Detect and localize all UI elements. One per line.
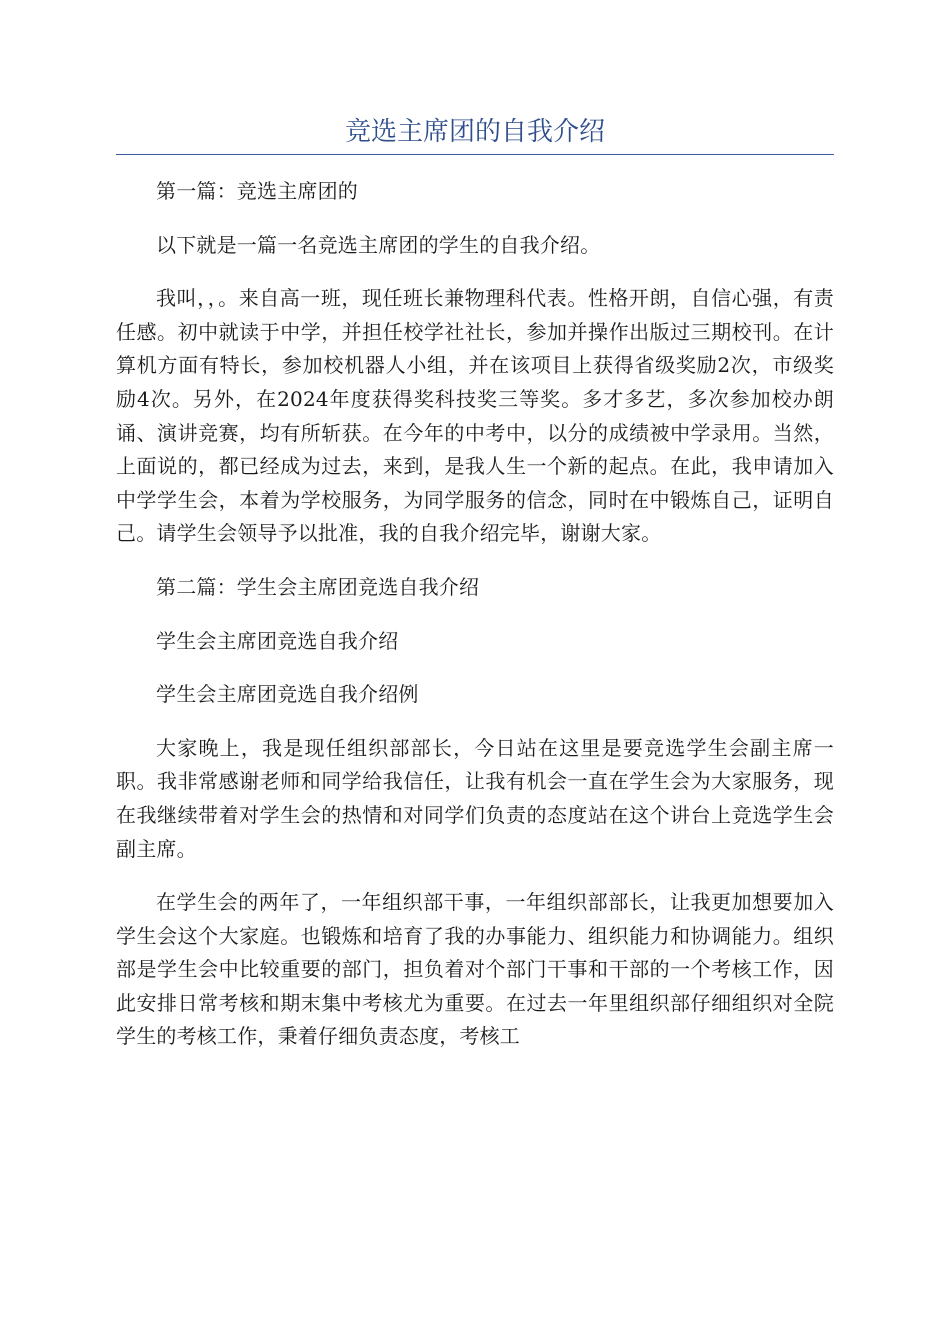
document-page	[116, 110, 834, 1074]
body-paragraph-2: 大家晚上，我是现任组织部部长，今日站在这里是要竞选学生会副主席一职。我非常感谢老师和同学给我信任，让我有机会一直在学生会为大家服务，现在我继续带着对学生会的热情和对同学们负责的态度站在这个讲台上竞选学生会副主席。	[116, 735, 834, 861]
subheading-2: 学生会主席团竞选自我介绍例	[156, 682, 419, 707]
section-heading-2: 第二篇：学生会主席团竞选自我介绍	[156, 574, 480, 599]
intro-line: 以下就是一篇一名竞选主席团的学生的自我介绍。	[156, 232, 601, 257]
body-paragraph-1: 我叫，，。来自高一班，现任班长兼物理科代表。性格开朗，自信心强，有责任感。初中就读于中学，并担任校学社社长，参加并操作出版过三期校刊。在计算机方面有特长，参加校机器人小组，并在该项目上获得省级奖励2次，市级奖励4次。另外，在2024年度获得奖科技奖三等奖。多才多艺，多次参加校办朗诵、演讲竞赛，均有所斩获。在今年的中考中，以分的成绩被中学录用。当然，上面说的，都已经成为过去，来到，是我人生一个新的起点。在此，我申请加入中学学生会，本着为学校服务，为同学服务的信念，同时在中锻炼自己，证明自己。请学生会领导予以批准，我的自我介绍完毕，谢谢大家。	[116, 286, 834, 546]
document-title: 竞选主席团的自我介绍	[344, 117, 605, 147]
title-underline	[116, 154, 834, 155]
subheading-1: 学生会主席团竞选自我介绍	[156, 628, 399, 653]
section-heading-1: 第一篇：竞选主席团的	[156, 179, 358, 203]
body-paragraph-3: 在学生会的两年了，一年组织部干事，一年组织部部长，让我更加想要加入学生会这个大家庭。也锻炼和培育了我的办事能力、组织能力和协调能力。组织部是学生会中比较重要的部门，担负着对个部门干事和干部的一个考核工作，因此安排日常考核和期末集中考核尤为重要。在过去一年里组织部仔细组织对全院学生的考核工作，秉着仔细负责态度，考核工	[116, 890, 834, 1049]
